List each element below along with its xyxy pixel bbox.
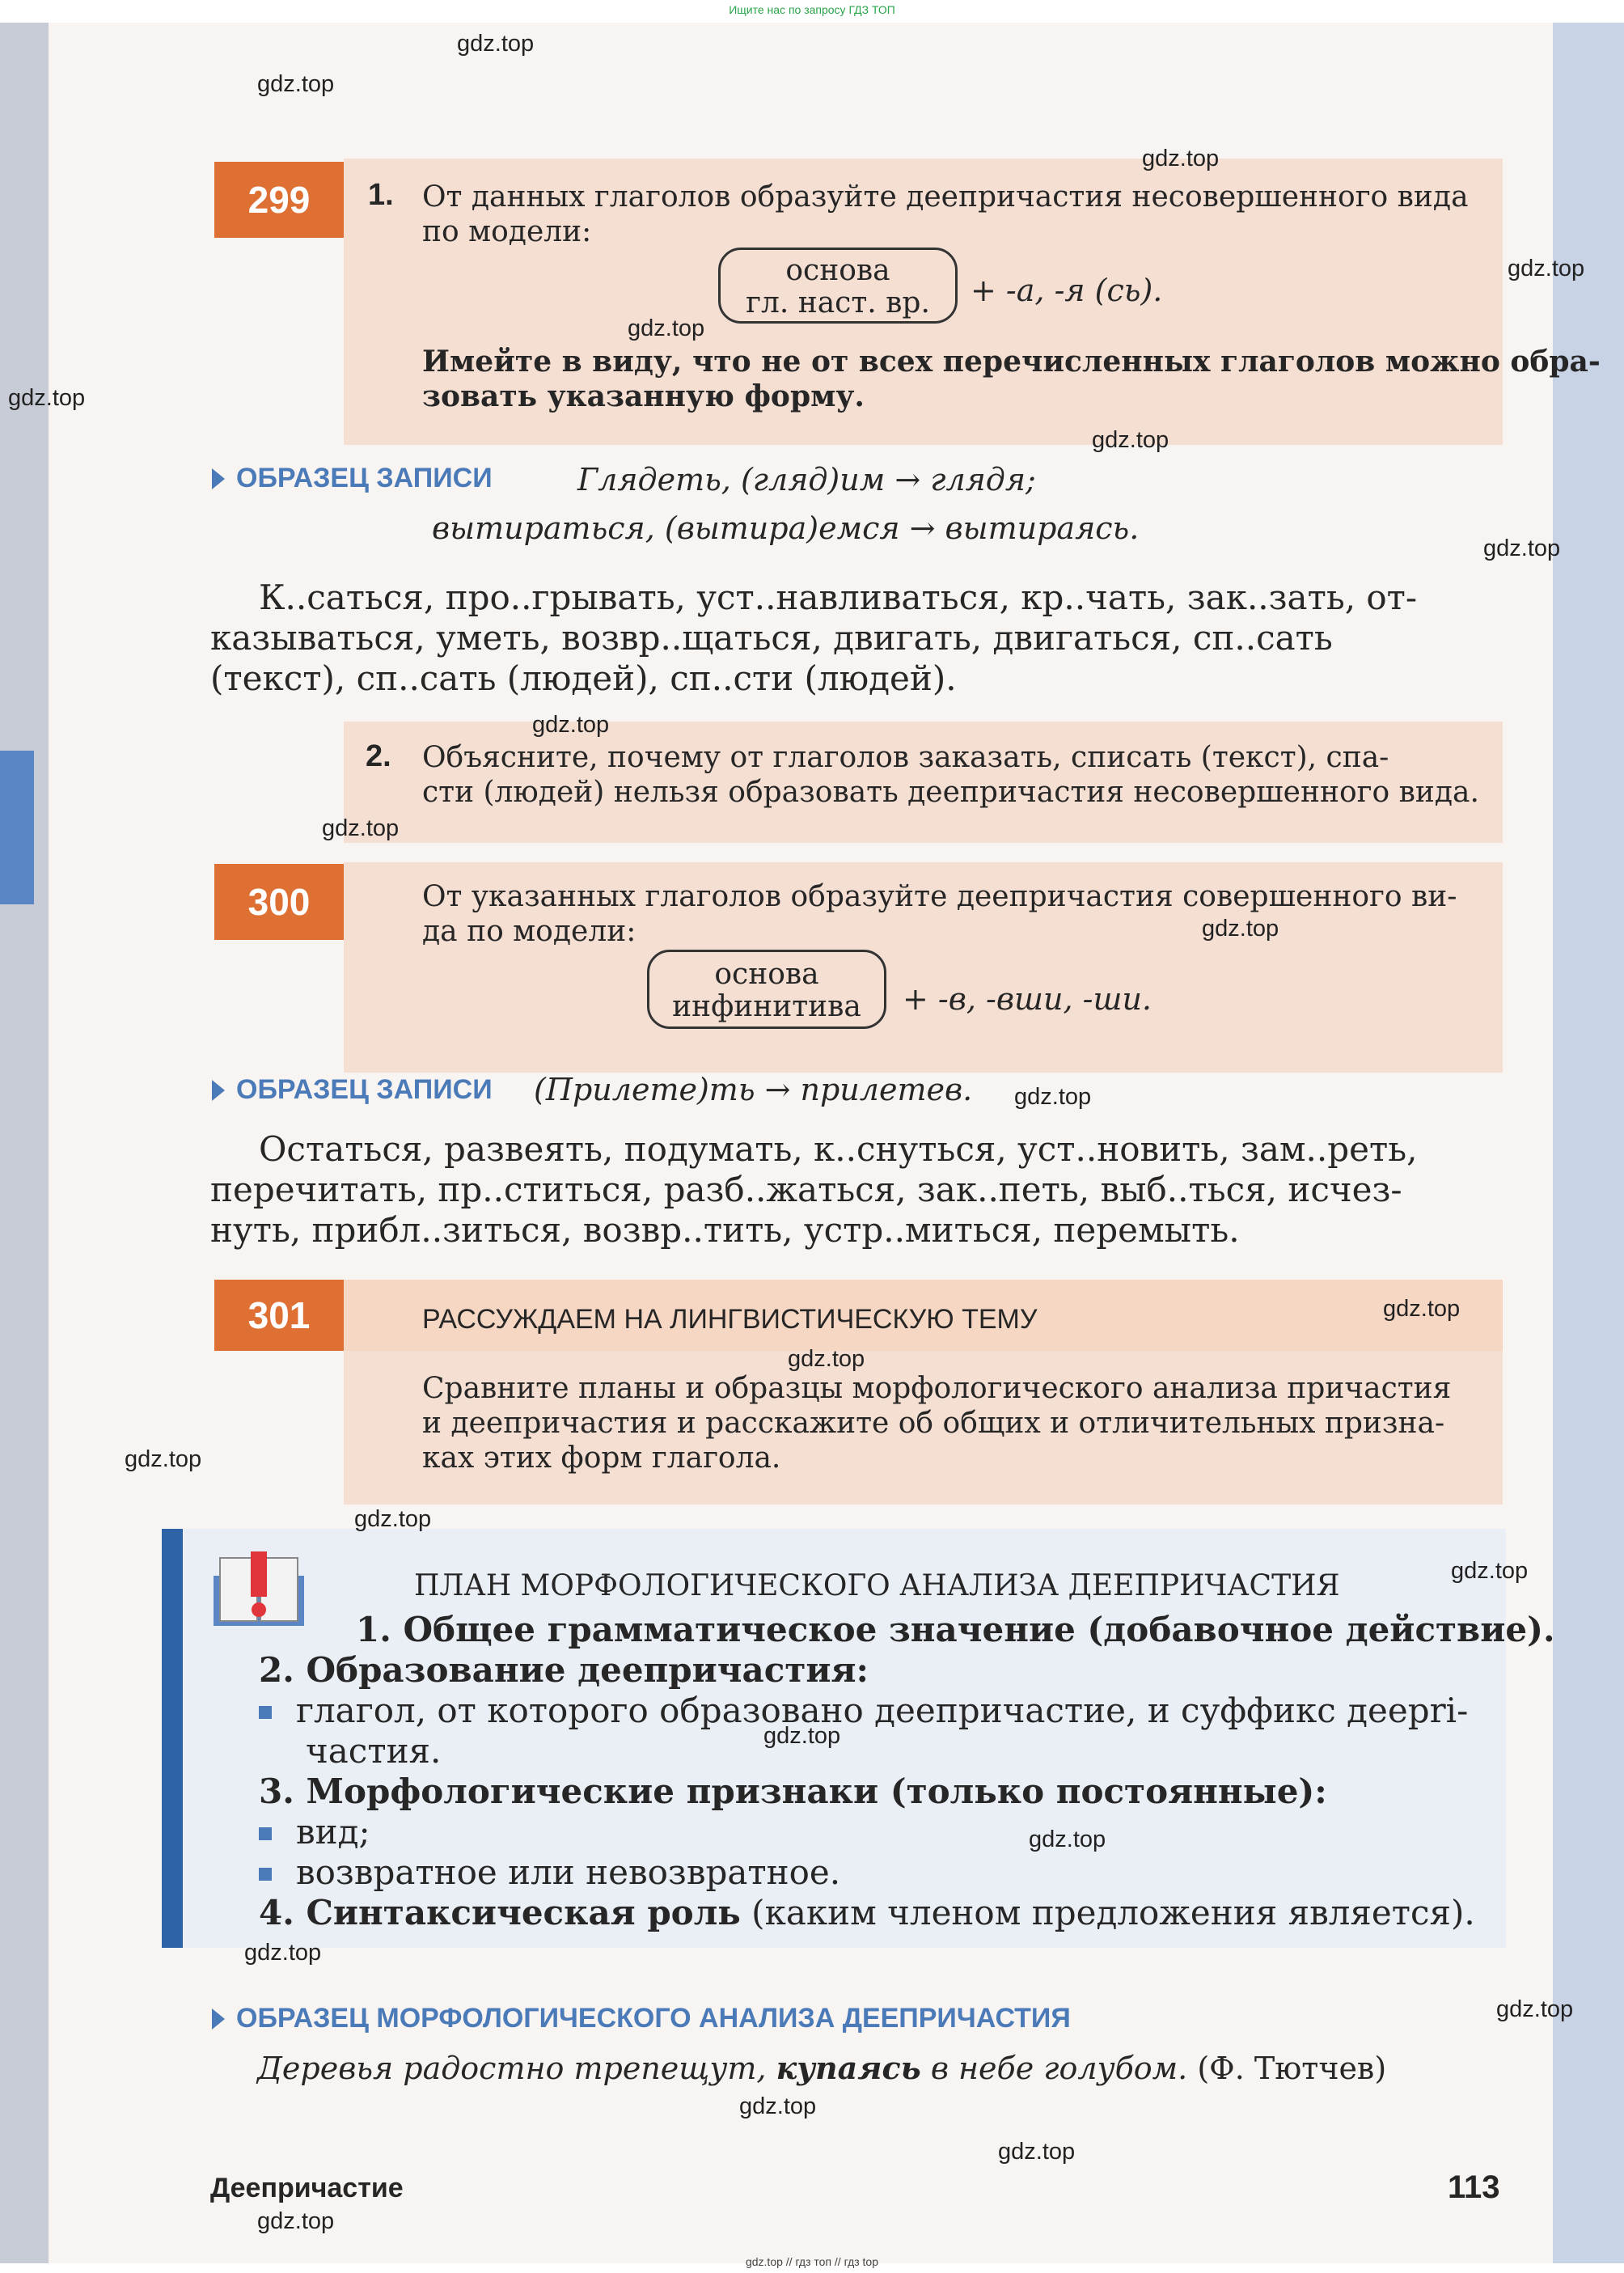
task-299-model-pill: [718, 248, 958, 324]
task-300-model-line1: основа: [714, 958, 819, 991]
task-300-exercise-line1: Остаться, развеять, подумать, к..снуться, уст..новить, зам..реть,: [259, 1129, 1418, 1169]
task-300-exercise-line3: нуть, прибл..зиться, возвр..тить, устр..миться, перемыть.: [210, 1210, 1240, 1250]
attention-book-icon: [212, 1551, 306, 1629]
task-300-instruction-line1: От указанных глаголов образуйте деепричастия совершенного ви-: [422, 880, 1457, 913]
watermark: gdz.top: [998, 2139, 1076, 2165]
task-301-line3: ках этих форм глагола.: [422, 1441, 781, 1475]
footer-page-number: 113: [1448, 2169, 1500, 2205]
watermark: gdz.top: [1014, 1084, 1092, 1110]
plan-accent-bar: [162, 1529, 183, 1948]
watermark: gdz.top: [457, 31, 535, 57]
watermark: gdz.top: [125, 1446, 202, 1472]
page-left-edge: [0, 23, 49, 2263]
task-299-part2-line2: сти (людей) нельзя образовать деепричастия несовершенного вида.: [422, 776, 1479, 809]
sample-marker-icon: [212, 468, 225, 489]
watermark: gdz.top: [628, 315, 705, 341]
watermark: gdz.top: [244, 1940, 322, 1966]
task-301-line2: и деепричастия и расскажите об общих и отличительных призна-: [422, 1407, 1445, 1440]
task-299-model-line2: гл. наст. вр.: [746, 286, 930, 320]
watermark: gdz.top: [1483, 535, 1561, 561]
plan-item-3: 3. Морфологические признаки (только постоянные):: [259, 1771, 1327, 1811]
task-299-instruction-line2: по модели:: [422, 215, 592, 248]
watermark: gdz.top: [354, 1506, 432, 1532]
watermark: gdz.top: [1029, 1826, 1106, 1852]
task-299-number: 299: [214, 162, 344, 238]
task-301-line1: Сравните планы и образцы морфологического анализа причастия: [422, 1372, 1452, 1405]
bullet-icon: [259, 1706, 272, 1719]
task-299-sample-line2: вытираться, (вытира)емся → вытираясь.: [432, 510, 1140, 546]
watermark: gdz.top: [8, 385, 86, 411]
watermark: gdz.top: [257, 2208, 335, 2234]
plan-item-1: 1. Общее грамматическое значение (добавочное действие).: [356, 1610, 1555, 1649]
task-299-model-suffix: + -а, -я (сь).: [971, 273, 1163, 308]
watermark: gdz.top: [1508, 256, 1585, 281]
task-299-part1-number: 1.: [368, 178, 394, 212]
plan-item-3-bullet-1: вид;: [259, 1812, 370, 1852]
task-299-part2-line1: Объясните, почему от глаголов заказать, списать (текст), спа-: [422, 741, 1389, 774]
task-300-exercise-line2: перечитать, пр..ститься, разб..жаться, зак..петь, выб..ться, исчез-: [210, 1170, 1402, 1209]
task-299-exercise-line2: казываться, уметь, возвр..щаться, двигать, двигаться, сп..сать: [210, 618, 1333, 658]
plan-item-3-bullet-2: возвратное или невозвратное.: [259, 1852, 840, 1893]
watermark: gdz.top: [1496, 1996, 1574, 2022]
task-301-heading: РАССУЖДАЕМ НА ЛИНГВИСТИЧЕСКУЮ ТЕМУ: [422, 1304, 1038, 1335]
sample-marker-icon: [212, 2008, 225, 2030]
task-300-number: 300: [214, 864, 344, 940]
task-299-note-line2: зовать указанную форму.: [422, 379, 865, 413]
task-299-note-line1: Имейте в виду, что не от всех перечисленных глаголов можно обра-: [422, 345, 1601, 379]
bottom-banner: gdz.top // гдз топ // гдз top: [745, 2255, 879, 2268]
task-300-model-suffix: + -в, -вши, -ши.: [903, 981, 1152, 1017]
task-299-instruction-line1: От данных глаголов образуйте деепричастия несовершенного вида: [422, 180, 1469, 214]
bullet-icon: [259, 1868, 272, 1881]
plan-item-2: 2. Образование деепричастия:: [259, 1650, 869, 1690]
task-299-exercise-line3: (текст), сп..сать (людей), сп..сти (людей).: [210, 658, 957, 698]
top-banner: Ищите нас по запросу ГДЗ ТОП: [729, 3, 895, 16]
footer-section-title: Деепричастие: [210, 2173, 404, 2203]
task-300-instruction-line2: да по модели:: [422, 915, 636, 948]
watermark: gdz.top: [763, 1723, 841, 1749]
section-tab: [0, 751, 34, 904]
task-300-model-pill: [647, 950, 886, 1029]
task-299-exercise-line1: К..саться, про..грывать, уст..навливаться, кр..чать, зак..зать, от-: [259, 578, 1418, 617]
task-299-sample-label: ОБРАЗЕЦ ЗАПИСИ: [212, 463, 493, 494]
plan-item-2-bullet: глагол, от которого образовано деепричастие, и суффикс дееpri-: [259, 1691, 1468, 1731]
watermark: gdz.top: [532, 712, 610, 738]
watermark: gdz.top: [788, 1346, 865, 1372]
bullet-icon: [259, 1827, 272, 1840]
watermark: gdz.top: [739, 2093, 817, 2119]
plan-title: ПЛАН МОРФОЛОГИЧЕСКОГО АНАЛИЗА ДЕЕПРИЧАСТИЯ: [414, 1569, 1340, 1602]
task-300-sample-label: ОБРАЗЕЦ ЗАПИСИ: [212, 1074, 493, 1106]
watermark: gdz.top: [322, 815, 400, 841]
task-300-sample-line: (Прилете)ть → прилетев.: [534, 1072, 973, 1107]
watermark: gdz.top: [257, 71, 335, 97]
sample-analysis-label: ОБРАЗЕЦ МОРФОЛОГИЧЕСКОГО АНАЛИЗА ДЕЕПРИЧАСТИЯ: [212, 2003, 1071, 2034]
watermark: gdz.top: [1383, 1296, 1461, 1322]
task-301-number: 301: [214, 1280, 344, 1351]
task-299-part2-number: 2.: [366, 739, 391, 773]
textbook-page: [0, 23, 1624, 2263]
plan-item-2-bullet-continued: частия.: [306, 1731, 442, 1771]
watermark: gdz.top: [1451, 1558, 1529, 1584]
sample-marker-icon: [212, 1080, 225, 1101]
task-299-sample-line1: Глядеть, (гляд)им → глядя;: [577, 462, 1036, 497]
plan-item-4: 4. Синтаксическая роль (каким членом предложения является).: [259, 1893, 1475, 1932]
task-300-model-line2: инфинитива: [672, 990, 861, 1023]
watermark: gdz.top: [1202, 916, 1279, 942]
task-299-model-line1: основа: [785, 254, 890, 287]
sample-analysis-quote: Деревья радостно трепещут, купаясь в небе голубом. (Ф. Тютчев): [257, 2050, 1387, 2086]
watermark: gdz.top: [1092, 427, 1169, 453]
watermark: gdz.top: [1142, 146, 1220, 171]
